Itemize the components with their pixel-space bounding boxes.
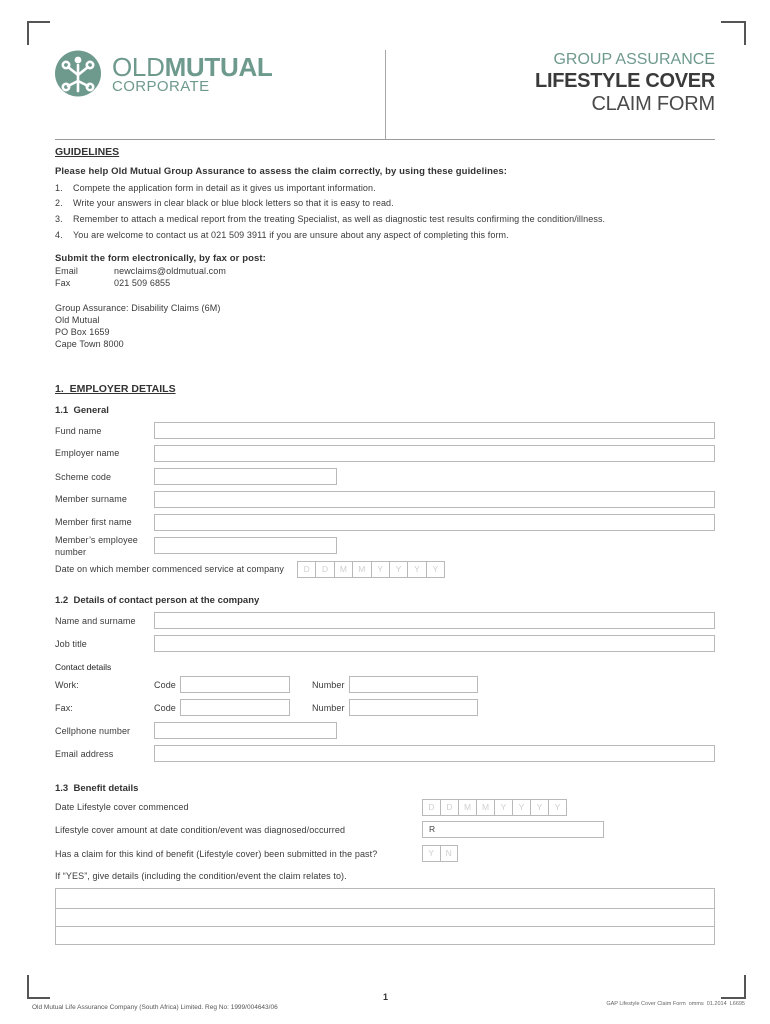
details-line[interactable] — [56, 889, 714, 908]
page-number: 1 — [383, 992, 389, 1002]
submit-fax-value: 021 509 6855 — [114, 278, 171, 288]
crop-mark-bottom-left — [27, 975, 50, 999]
employer-details-heading: 1. EMPLOYER DETAILS — [55, 383, 176, 395]
submit-fax-label: Fax — [55, 278, 71, 288]
date-cell[interactable]: Y — [408, 562, 426, 577]
email-address-label: Email address — [55, 749, 114, 759]
claim-details-label: If “YES”, give details (including the condition/event the claim relates to). — [55, 871, 347, 881]
previous-claim-yes-no-field[interactable] — [422, 845, 458, 862]
no-cell[interactable]: N — [445, 848, 452, 858]
date-cell[interactable]: M — [353, 562, 371, 577]
guideline-number: 4. — [55, 230, 63, 240]
footer-form-code: GAP Lifestyle Cover Claim Form omms 01.2014 L6695 — [606, 1001, 745, 1007]
benefit-subheading: 1.3 Benefit details — [55, 783, 139, 794]
fund-name-label: Fund name — [55, 426, 102, 436]
postal-address-line: Cape Town 8000 — [55, 339, 124, 349]
header-rule — [55, 139, 715, 140]
work-label: Work: — [55, 680, 79, 690]
submit-heading: Submit the form electronically, by fax or post: — [55, 253, 266, 264]
submit-email-value: newclaims@oldmutual.com — [114, 266, 226, 276]
guideline-text: You are welcome to contact us at 021 509 3911 if you are unsure about any aspect of completing this form. — [73, 230, 509, 240]
header-divider — [385, 50, 386, 140]
date-cell[interactable]: D — [441, 800, 459, 815]
service-date-field[interactable] — [297, 561, 445, 578]
brand-mutual: MUTUAL — [164, 52, 273, 82]
currency-prefix: R — [429, 824, 436, 834]
cellphone-input[interactable] — [154, 722, 337, 739]
work-code-input[interactable] — [180, 676, 290, 693]
submit-email-label: Email — [55, 266, 79, 276]
general-subheading: 1.1 General — [55, 405, 109, 416]
member-surname-input[interactable] — [154, 491, 715, 508]
yes-cell[interactable]: Y — [423, 846, 441, 861]
member-employee-number-label: Member’s employee number — [55, 535, 138, 557]
member-first-name-input[interactable] — [154, 514, 715, 531]
details-line[interactable] — [56, 926, 714, 945]
date-cell[interactable]: M — [335, 562, 353, 577]
email-address-input[interactable] — [154, 745, 715, 762]
cover-commenced-date-field[interactable] — [422, 799, 567, 816]
date-cell[interactable]: D — [423, 800, 441, 815]
date-cell[interactable]: Y — [495, 800, 513, 815]
work-number-label: Number — [312, 680, 345, 690]
scheme-code-label: Scheme code — [55, 472, 112, 482]
footer-company: Old Mutual Life Assurance Company (South Africa) Limited. Reg No: 1999/004643/06 — [32, 1004, 278, 1011]
cover-commenced-label: Date Lifestyle cover commenced — [55, 802, 189, 812]
details-line[interactable] — [56, 908, 714, 927]
job-title-label: Job title — [55, 639, 87, 649]
date-cell[interactable]: Y — [531, 800, 549, 815]
brand-old: OLD — [112, 52, 165, 82]
title-line-1: GROUP ASSURANCE — [553, 51, 715, 68]
guideline-number: 1. — [55, 183, 63, 193]
previous-claim-label: Has a claim for this kind of benefit (Lifestyle cover) been submitted in the past? — [55, 849, 378, 859]
brand-wordmark — [112, 53, 273, 81]
date-cell[interactable]: D — [316, 562, 334, 577]
brand-division: CORPORATE — [112, 78, 210, 95]
date-cell[interactable]: Y — [390, 562, 408, 577]
member-first-name-label: Member first name — [55, 517, 132, 527]
guideline-text: Remember to attach a medical report from the treating Specialist, as well as diagnostic test results confirming the condition/illness. — [73, 214, 606, 224]
fax-number-label: Number — [312, 703, 345, 713]
guideline-number: 3. — [55, 214, 63, 224]
guidelines-intro: Please help Old Mutual Group Assurance to assess the claim correctly, by using these guidelines: — [55, 166, 508, 177]
service-date-label: Date on which member commenced service at company — [55, 564, 284, 574]
date-cell[interactable]: D — [298, 562, 316, 577]
date-cell[interactable]: Y — [372, 562, 390, 577]
fax-code-label: Code — [154, 703, 176, 713]
member-employee-number-input[interactable] — [154, 537, 337, 554]
job-title-input[interactable] — [154, 635, 715, 652]
date-cell[interactable]: Y — [554, 802, 561, 812]
cover-amount-input[interactable] — [422, 821, 604, 838]
fax-label: Fax: — [55, 703, 73, 713]
contact-details-label: Contact details — [55, 662, 112, 672]
cover-amount-label: Lifestyle cover amount at date condition/event was diagnosed/occurred — [55, 825, 346, 835]
crop-mark-top-right — [721, 21, 746, 45]
work-number-input[interactable] — [349, 676, 478, 693]
contact-person-subheading: 1.2 Details of contact person at the company — [55, 595, 260, 606]
work-code-label: Code — [154, 680, 176, 690]
crop-mark-top-left — [27, 21, 50, 45]
postal-address-line: PO Box 1659 — [55, 327, 110, 337]
date-cell[interactable]: M — [477, 800, 495, 815]
date-cell[interactable]: Y — [513, 800, 531, 815]
employer-name-input[interactable] — [154, 445, 715, 462]
claim-details-textarea[interactable] — [55, 888, 715, 945]
scheme-code-input[interactable] — [154, 468, 337, 485]
guideline-text: Write your answers in clear black or blue block letters so that it is easy to read. — [73, 198, 394, 208]
member-surname-label: Member surname — [55, 494, 127, 504]
guideline-number: 2. — [55, 198, 63, 208]
title-line-2: LIFESTYLE COVER — [535, 70, 715, 92]
postal-address-line: Group Assurance: Disability Claims (6M) — [55, 303, 221, 313]
guidelines-heading: GUIDELINES — [55, 146, 120, 158]
fund-name-input[interactable] — [154, 422, 715, 439]
date-cell[interactable]: Y — [432, 564, 439, 574]
cellphone-label: Cellphone number — [55, 726, 131, 736]
old-mutual-emblem-icon — [55, 50, 101, 97]
fax-code-input[interactable] — [180, 699, 290, 716]
guideline-text: Compete the application form in detail as it gives us important information. — [73, 183, 376, 193]
title-line-3: CLAIM FORM — [591, 93, 715, 115]
postal-address-line: Old Mutual — [55, 315, 100, 325]
employer-name-label: Employer name — [55, 448, 120, 458]
contact-name-input[interactable] — [154, 612, 715, 629]
crop-mark-bottom-right — [721, 975, 746, 999]
fax-number-input[interactable] — [349, 699, 478, 716]
date-cell[interactable]: M — [459, 800, 477, 815]
contact-name-label: Name and surname — [55, 616, 136, 626]
